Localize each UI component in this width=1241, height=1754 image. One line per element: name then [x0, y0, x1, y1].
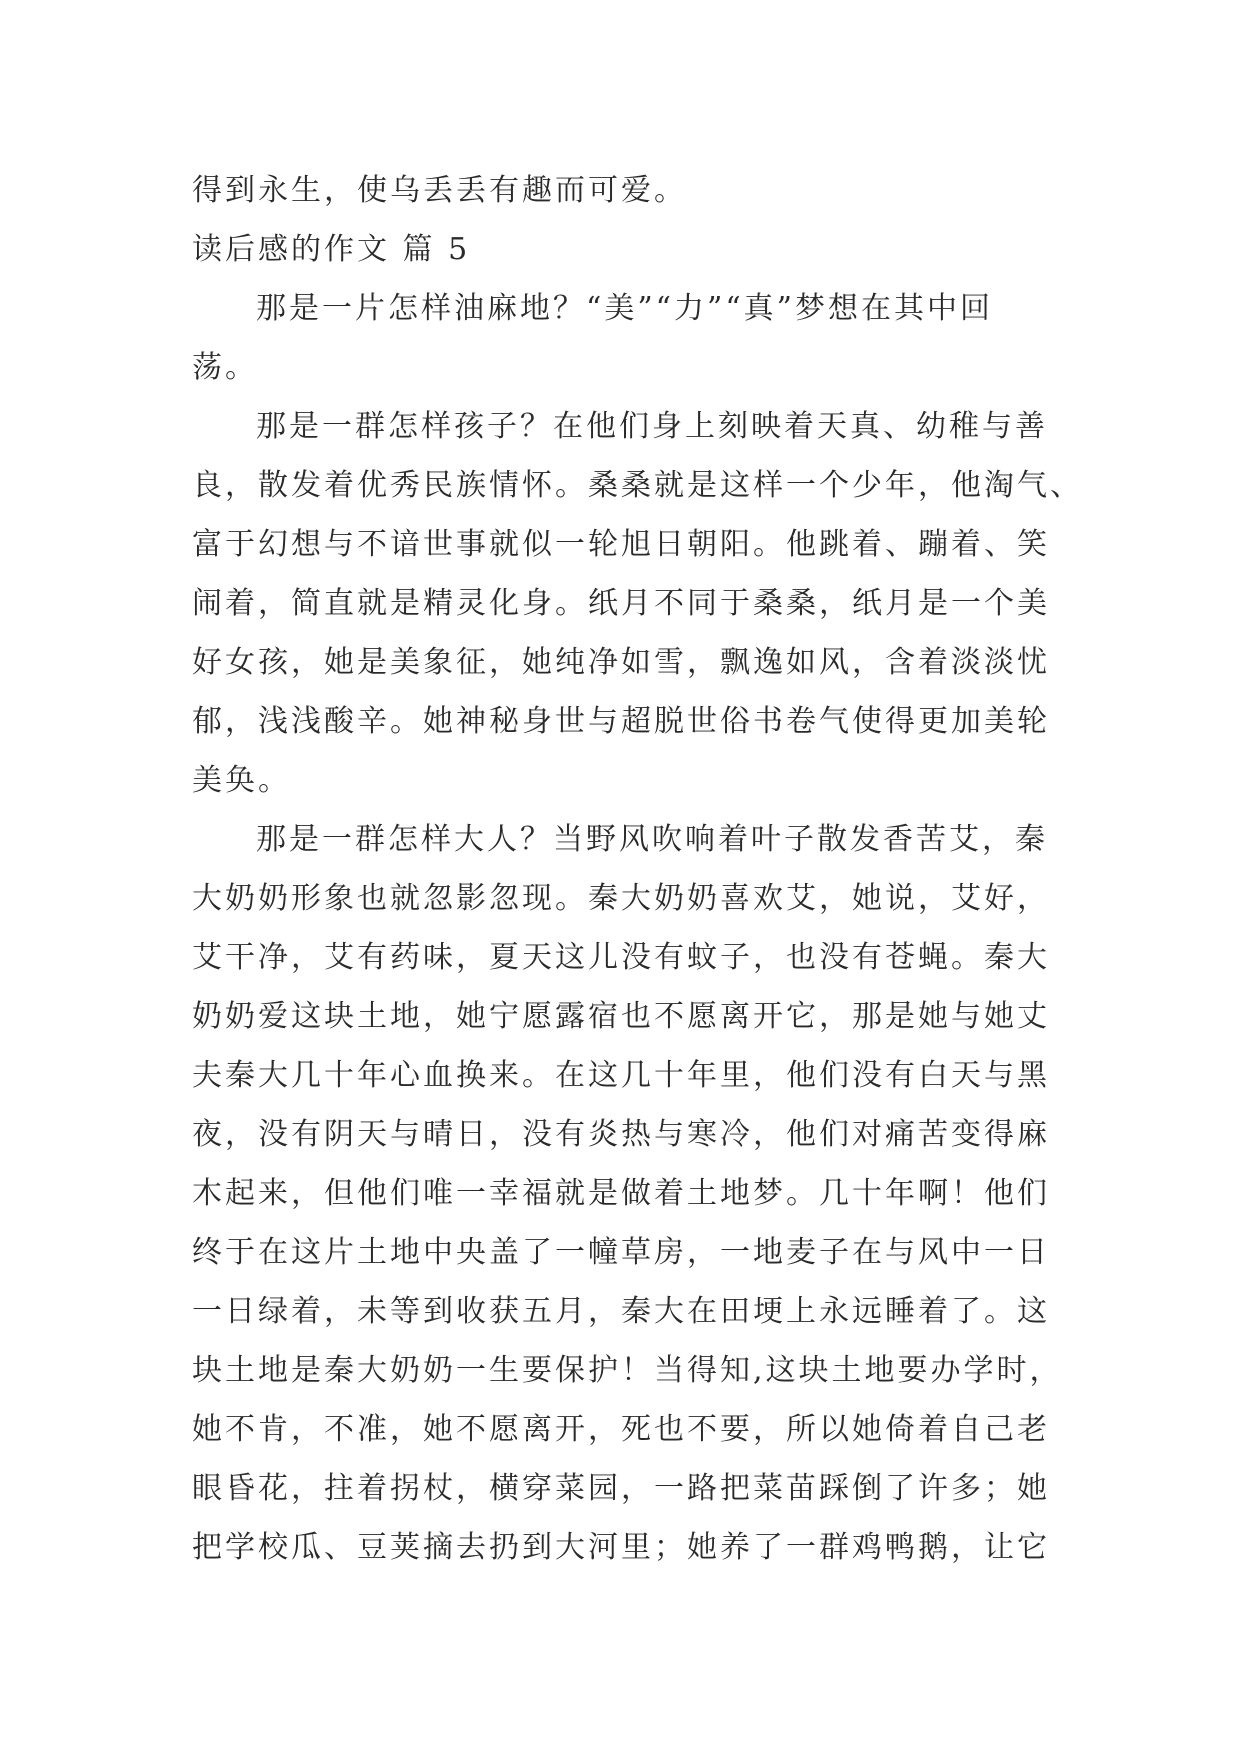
text-line: 郁，浅浅酸辛。她神秘身世与超脱世俗书卷气使得更加美轮 [192, 704, 1050, 739]
text-line: 木起来，但他们唯一幸福就是做着土地梦。几十年啊！他们 [192, 1176, 1050, 1211]
text-line: 一日绿着，未等到收获五月，秦大在田埂上永远睡着了。这 [192, 1294, 1050, 1329]
document-body [192, 161, 1083, 1577]
text-line: 夜，没有阴天与晴日，没有炎热与寒冷，他们对痛苦变得麻 [192, 1117, 1050, 1152]
text-line: 富于幻想与不谙世事就似一轮旭日朝阳。他跳着、蹦着、笑 [192, 527, 1050, 562]
text-line: 闹着，简直就是精灵化身。纸月不同于桑桑，纸月是一个美 [192, 586, 1050, 621]
text-line: 那是一群怎样孩子？在他们身上刻映着天真、幼稚与善 [256, 409, 1048, 444]
text-line: 终于在这片土地中央盖了一幢草房，一地麦子在与风中一日 [192, 1235, 1050, 1270]
text-line: 块土地是秦大奶奶一生要保护！当得知,这块土地要办学时， [192, 1353, 1063, 1388]
text-line: 夫秦大几十年心血换来。在这几十年里，他们没有白天与黑 [192, 1058, 1050, 1093]
text-line: 良，散发着优秀民族情怀。桑桑就是这样一个少年，他淘气、 [192, 468, 1083, 503]
text-line: 艾干净，艾有药味，夏天这儿没有蚊子，也没有苍蝇。秦大 [192, 940, 1050, 975]
text-line: 那是一群怎样大人？当野风吹响着叶子散发香苦艾，秦 [256, 822, 1048, 857]
text-line: 把学校瓜、豆荚摘去扔到大河里；她养了一群鸡鸭鹅，让它 [192, 1530, 1050, 1565]
text-line: 大奶奶形象也就忽影忽现。秦大奶奶喜欢艾，她说，艾好， [192, 881, 1050, 916]
text-line: 好女孩，她是美象征，她纯净如雪，飘逸如风，含着淡淡忧 [192, 645, 1050, 680]
text-line: 美奂。 [192, 763, 291, 798]
text-line: 得到永生，使乌丢丢有趣而可爱。 [192, 173, 687, 208]
text-line: 那是一片怎样油麻地？“美”“力”“真”梦想在其中回 [256, 291, 994, 326]
section-heading: 读后感的作文 篇 5 [192, 232, 471, 267]
text-line: 荡。 [192, 350, 258, 385]
text-line: 她不肯，不准，她不愿离开，死也不要，所以她倚着自己老 [192, 1412, 1050, 1447]
text-line: 眼昏花，拄着拐杖，横穿菜园，一路把菜苗踩倒了许多；她 [192, 1471, 1050, 1506]
text-line: 奶奶爱这块土地，她宁愿露宿也不愿离开它，那是她与她丈 [192, 999, 1050, 1034]
